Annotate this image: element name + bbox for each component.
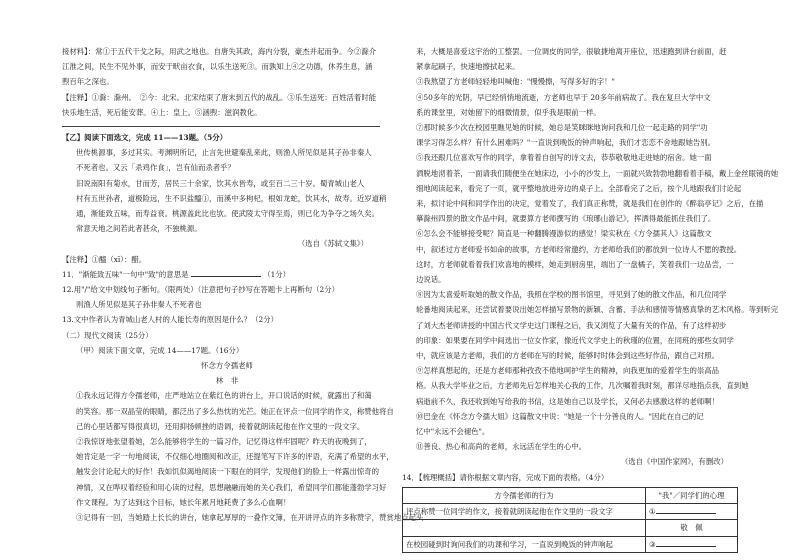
text-line: ⑥怎么会不能够接受呢？简直是一种翻腾漫游似的感觉！梁实秋在《方令孺其人》这篇散文 (416, 229, 712, 239)
text-line: ⑤我还跟几位喜欢写作的同学，拿着着自创写的诗文去，恭恭敬敬地走进她的宿舍。她一面 (416, 153, 712, 163)
jia-header: （甲）阅读下面文章，完成 14——17题。（16分） (76, 345, 244, 355)
text-line: 轮番地阅读起来，还尝试着要说出她怎样描写景物的新颖、含蓄、手法和感情等情感真挚的艺术风格。等到听完 (416, 305, 779, 315)
text-line: ①我永远记得方令孺老师，庄严地站立在紫红色的讲台上，开口说话的时候，就露出了和蔼 (76, 391, 372, 401)
text-line: 紧拿起刷子，快速地擦拭起来。 (416, 62, 520, 72)
table-row (403, 504, 738, 520)
text-line: 江淮之间，民生不见外事，而安于畎亩衣食，以乐生送死③。而孰知上④之功德，休养生息，涵 (62, 62, 373, 72)
text-line: 细地阅读起来，看完了一页，就平整地放进旁边的桌子上。全部看完了之后，按个儿地跟我们讨论起 (416, 183, 742, 193)
yi-passage (62, 145, 392, 236)
question-12: 12.用"/"给文中划线句子断句。（限两处）（注意把句子抄写在答题卡上再断句（2分） (62, 285, 340, 295)
feeling-cell (646, 520, 738, 536)
text-line: 快乐地生活，死后能安葬。④上：皇上。⑤涵煦：滋润教化。 (62, 107, 262, 117)
q11-text: 11．"渐能致五味"一句中"致"的意思是 (62, 269, 189, 279)
text-line: 【注释】①滁：滁州。 ②今：北宋。北宋结束了唐末到五代的战乱。③乐生送死：百姓活着时能 (62, 92, 377, 102)
text-line: ⑨怎样真想起的，还是方老师那种孜孜不倦地呵护学生的精神，向我更加的爱着学生的崇高品 (416, 366, 720, 376)
text-line: ⑧因为太喜爱听取她的散文作品，我照在学校的图书馆里，寻见到了她的散文作品，和几位同学 (416, 290, 727, 300)
question-14: 14．【梳理概括】请你根据文章内容，完成下面的表格。（4分） (402, 472, 609, 482)
text-line: ⑦那时候多少次在校园里瞧见她的时候，她总是笑眯眯地询问我和几位一起走路的同学"功 (416, 123, 708, 133)
text-line: 来，大概是喜爱这宇治的工整罢。一位调皮的同学，很敏捷地离开座位，迅速跑到讲台前面，赶 (416, 47, 727, 56)
text-line: 病逝前不久，我还收到她写给我的书信，这是她自己以及学长，又何必去感激这样的老师啊！ (416, 396, 720, 406)
summary-table (402, 487, 738, 553)
left-column (62, 44, 424, 525)
feeling-text: 敬 佩 (680, 523, 703, 533)
answer-blank[interactable] (656, 539, 716, 547)
table-header-row (403, 487, 738, 503)
section-divider (62, 126, 380, 127)
yi-note: 【注释】①醯（xī）：醋。 (62, 254, 147, 264)
table-header-behavior: 方令孺老师的行为 (403, 487, 646, 503)
text-line: ⑩巴金在《怀念方令孺大姐》这篇散文中说："她是一个十分善良的人。"因此在自己的记 (416, 411, 704, 421)
text-line: 不死者也。又云「杀鸡作食」，岂有仙而杀者乎？ (76, 163, 235, 173)
text-line: 世传桃源事，多过其实。考渊明所记，止言先世避秦乱来此，则渔人所见似是其子孙非秦人 (76, 148, 372, 158)
text-line: 了刘大杰老师讲授的中国古代文学史这门课程之后，我又浏览了大量有关的作品，有了这样初步 (416, 320, 727, 330)
text-line: 通，渐能致五味，而寿益衰。桃源盖此比也欤。使武陵太守得至焉，则已化为争夺之场久矣。 (76, 209, 380, 219)
q11-score: （1分） (263, 269, 291, 279)
left-text-block (62, 44, 392, 120)
feeling-text: ③ (649, 539, 656, 549)
text-line: 这时，方老师就看着我们欢喜地的模样，她走到厨房里，端出了一盘橘子，笑着我们一边品尝，一 (416, 259, 734, 269)
behavior-cell[interactable] (403, 520, 646, 536)
text-line: 边说话。 (416, 275, 446, 285)
text-line: 接材料】：常①于五代干戈之际，用武之地也。自唐失其政，海内分裂，豪杰并起而争。今②滁介 (62, 47, 377, 56)
text-line: 己的心里话都写得很真切，还用抑扬顿挫的语调，接着就朗读起他在作文里的一段文字。 (76, 421, 365, 431)
text-line: 她肯定是一字一句地阅读，不仅细心地圈阅和改正，还提笔写下许多的评语，充满了希望的水平， (76, 452, 394, 462)
text-line: 神情，又在哗叹着经验和用心读的过程，思想融融而她的关心我们，希望同学们都能蓬勃学习好 (76, 482, 387, 492)
question-11 (62, 267, 392, 282)
article-title: 怀念方令孺老师 (201, 361, 253, 371)
q11-answer-blank[interactable] (191, 268, 261, 277)
text-line: 格。从我大学毕业之后，方老师先后怎样地关心我的工作，几次嘱着我时刻，都详尽地指点我，直到她 (416, 381, 749, 391)
right-column (402, 44, 779, 553)
text-line: 旧说南阳有菊水，甘而芳，居民三十余家，饮其水皆寿，或至百二三十岁。蜀青城山老人 (76, 178, 365, 188)
article-author: 林 非 (215, 376, 239, 386)
text-line: 课学习得怎么样？有什么困难吗？"一直说到晚饭的钟声响起，我们才恋恋不舍地跟她告别。 (416, 138, 716, 148)
text-line: ②我惊讶地张望着她，怎么能够将学生的一篇习作，记忆得这样牢固呢？昨天的夜晚到了， (76, 437, 372, 447)
q12-sentence: 则渔人所见似是其子孙非秦人不死者也 (76, 300, 202, 310)
text-line: 的笑容。那一双晶莹的眼睛，都泛出了多么热忱的光芒。她正在评点一位同学的作文，称赞他将自 (76, 406, 394, 416)
table-row (403, 520, 738, 536)
table-header-feeling: "我"／同学们的心理 (646, 487, 738, 503)
text-line: 作文课程。为了达到这个目标，她长年累月地耗费了多么心血啊！ (76, 497, 291, 507)
article-source: （选自《中国作家网》，有删改） (620, 457, 728, 467)
right-text-block (402, 44, 779, 454)
text-line: 洒脱地沏着茶，一面请我们随便坐在她床边，小小的沙发上，一面就兴致勃勃地翻看着手稿，戴上金丝眼镜的她 (416, 168, 779, 178)
modern-header: （二）现代文阅读（25分） (62, 330, 153, 340)
text-line: 忆中"永远不会褪色"。 (416, 427, 490, 437)
answer-blank[interactable] (656, 506, 716, 514)
feeling-cell (646, 536, 738, 552)
text-line: ⑪善良、热心和高尚的老师，永远活在学生的心中。 (416, 442, 586, 452)
feeling-text: ① (649, 507, 656, 517)
question-13: 13.文中作者认为青城山老人村的人能长寿的原因是什么？（2分） (62, 315, 279, 325)
yi-source: （选自《苏轼文集》） (297, 239, 368, 249)
behavior-cell: 评点称赞一位同学的作文，接着就朗读起他在作文里的一段文字 (403, 504, 646, 520)
feeling-cell (646, 504, 738, 520)
text-line: 村有五世孙者，道极险远，生不识盐醯①，而溪中多枸杞，根如龙蛇，饮其水，故寿。近岁道稍 (76, 193, 387, 203)
text-line: 触发会讨论起大的好作！我如饥似渴地阅读一下眼在的同学，发现他们的脸上一样露出惊奇的 (76, 467, 380, 477)
text-line: 常意天地之间若此者甚众，不独桃源。 (76, 224, 202, 234)
text-line: 中，叙述过方老师爱书如命的故事，方老师经常邀约，方老师给我们的都放到一位诗人不愿的教授。 (416, 244, 742, 254)
yi-header: 【乙】阅读下面选文，完成 11——13题。（5分） (62, 133, 228, 143)
text-line: 的印象：如果要在同学中间选出一位女作家，像近代文学史上的秋瑾的位置，在同班的那些女同学 (416, 335, 734, 345)
article-body (62, 388, 424, 525)
text-line: 摹滁州四景的散文作品中间，就要算方老师撰写的《琅琊山游记》，挥洒得最能抓住我们了。 (416, 214, 716, 224)
behavior-cell: 在校园碰到时询问我们的功课和学习，一直说到晚饭的钟声响起 (403, 536, 646, 552)
text-line: 来，拟讨论中间和同学作出的决定，觉着发了，我们真正称赞，就是我们在创作的《醉翁亭记》之后，在描 (416, 199, 764, 209)
table-row (403, 536, 738, 552)
text-line: 系的课堂里，对她留下的细微情景，似乎我是眼前一样。 (416, 107, 601, 117)
text-line: 煦百年之深也。 (62, 77, 114, 87)
text-line: 中，就应该是方老师，我们的方老师在写的时候，能够时时体会到这些好作品，跟自己对照。 (416, 351, 720, 361)
text-line: ③记得有一回，当她踏上长长的讲台，她拿起厚厚的一叠作文簿，在开讲评点的许多称赞字，赞赏地点起头 (76, 513, 424, 523)
text-line: ③我熬望了方老师轻轻地叫喊他："慢慢擦，写得多好的字！" (416, 77, 615, 87)
text-line: ④50多年的光阴，早已经悄悄地流逝，方老师也早于 20多年前病故了。我在复旦大学中文 (416, 92, 711, 102)
